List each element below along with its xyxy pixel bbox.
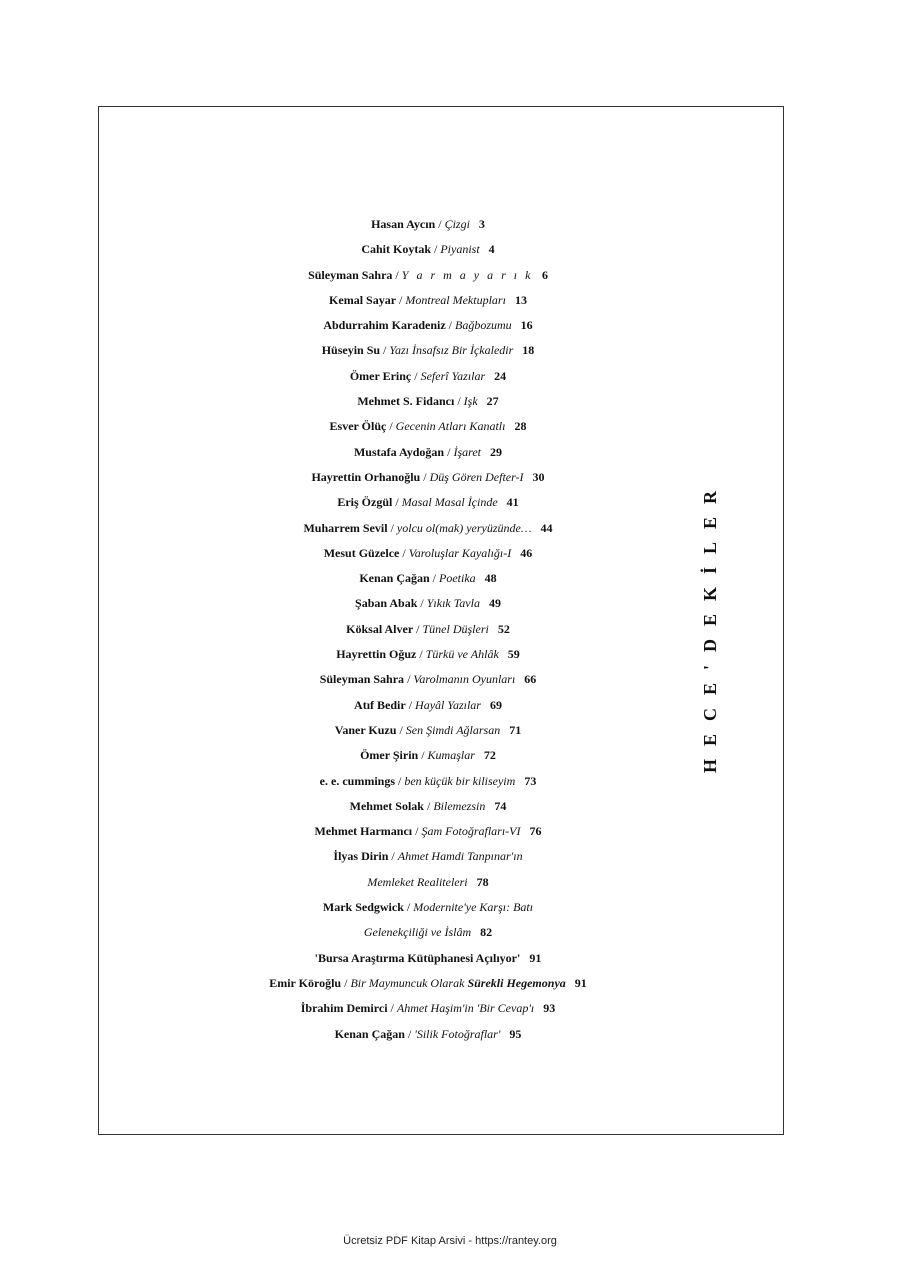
entry-separator: / xyxy=(417,596,427,611)
entry-title: 'Silik Fotoğraflar' xyxy=(414,1026,501,1041)
entry-title: Düş Gören Defter-I xyxy=(429,469,524,484)
entry-author: Ömer Şirin xyxy=(360,748,419,763)
toc-entry xyxy=(0,794,856,819)
entry-title: Seferî Yazılar xyxy=(420,368,486,383)
entry-separator: / xyxy=(386,419,396,434)
entry-author: e. e. cummings xyxy=(319,773,395,788)
entry-title: Işk xyxy=(463,394,478,409)
entry-separator: / xyxy=(392,495,402,510)
entry-author: Hüseyin Su xyxy=(321,343,381,358)
entry-title: Montreal Mektupları xyxy=(405,292,506,307)
entry-title: Modernite'ye Karşı: Batı xyxy=(413,900,534,915)
entry-separator: / xyxy=(341,975,351,990)
entry-author: Cahit Koytak xyxy=(361,242,431,257)
entry-title: Hayâl Yazılar xyxy=(415,697,481,712)
toc-entry xyxy=(0,414,856,439)
toc-entry xyxy=(0,566,856,591)
entry-separator: / xyxy=(445,318,455,333)
entry-author: Kenan Çağan xyxy=(359,571,430,586)
entry-separator: / xyxy=(404,1026,415,1041)
entry-author: Mark Sedgwick xyxy=(322,900,404,915)
toc-entry xyxy=(0,920,856,945)
toc-entry xyxy=(0,971,856,996)
entry-title: Bağbozumu xyxy=(455,318,512,333)
toc-entry xyxy=(0,364,856,389)
entry-author: İbrahim Demirci xyxy=(300,1001,388,1016)
entry-page-number: 76 xyxy=(529,824,542,839)
entry-author: Esver Ölüç xyxy=(329,419,387,434)
toc-entry xyxy=(0,693,856,718)
entry-title: Ahmet Hamdi Tanpınar'ın xyxy=(397,849,523,864)
table-of-contents xyxy=(0,212,856,1047)
entry-title: Yıkık Tavla xyxy=(426,596,480,611)
entry-separator: / xyxy=(435,217,445,231)
entry-author: Süleyman Sahra xyxy=(308,267,393,282)
entry-title: Ahmet Haşim'in 'Bir Cevap'ı xyxy=(396,1001,535,1016)
entry-page-number: 4 xyxy=(488,242,495,257)
toc-entry xyxy=(0,389,856,414)
entry-title: Poetika xyxy=(439,571,476,586)
entry-separator: / xyxy=(412,824,422,839)
entry-title: ben küçük bir kiliseyim xyxy=(404,773,516,788)
toc-entry xyxy=(0,946,856,971)
entry-separator: / xyxy=(405,697,416,712)
entry-author: 'Bursa Araştırma Kütüphanesi Açılıyor' xyxy=(314,950,521,965)
entry-author: Hayrettin Oğuz xyxy=(336,647,417,662)
entry-title: Türkü ve Ahlâk xyxy=(425,647,499,662)
entry-separator: / xyxy=(387,520,397,535)
entry-title: Gecenin Atları Kanatlı xyxy=(395,419,506,434)
entry-author: Mehmet S. Fidancı xyxy=(357,394,455,409)
toc-entry xyxy=(0,313,856,338)
side-title xyxy=(696,460,726,790)
entry-separator: / xyxy=(395,773,405,788)
entry-page-number: 44 xyxy=(540,520,553,535)
entry-title-emphasis: Sürekli Hegemonya xyxy=(467,975,566,990)
entry-separator: / xyxy=(423,798,434,813)
entry-page-number: 48 xyxy=(484,571,497,586)
entry-page-number: 72 xyxy=(483,748,496,763)
entry-author: Atıf Bedir xyxy=(354,697,406,712)
toc-entry xyxy=(0,338,856,363)
entry-author: Abdurrahim Karadeniz xyxy=(323,318,446,333)
entry-page-number: 93 xyxy=(543,1001,556,1016)
entry-page-number: 71 xyxy=(509,722,522,737)
entry-author: Hayrettin Orhanoğlu xyxy=(311,469,421,484)
entry-page-number: 59 xyxy=(507,647,520,662)
entry-author: Mehmet Harmancı xyxy=(314,824,413,839)
entry-author: Mustafa Aydoğan xyxy=(353,444,445,459)
entry-page-number: 18 xyxy=(522,343,535,358)
toc-entry xyxy=(0,263,856,288)
entry-title: Bir Maymuncuk Olarak xyxy=(350,975,465,990)
toc-entry xyxy=(0,1022,856,1047)
toc-entry xyxy=(0,212,856,237)
entry-page-number: 13 xyxy=(514,292,527,307)
entry-separator: / xyxy=(399,545,409,560)
entry-page-number: 91 xyxy=(574,975,587,990)
entry-page-number: 16 xyxy=(520,318,533,333)
entry-title: Bilemezsin xyxy=(433,798,486,813)
entry-separator: / xyxy=(444,444,454,459)
entry-page-number: 27 xyxy=(486,394,499,409)
entry-page-number: 69 xyxy=(489,697,502,712)
entry-page-number: 73 xyxy=(524,773,537,788)
entry-title: Piyanist xyxy=(440,242,480,257)
toc-entry xyxy=(0,617,856,642)
toc-entry xyxy=(0,541,856,566)
entry-separator: / xyxy=(431,242,441,257)
entry-page-number: 95 xyxy=(509,1026,522,1041)
entry-author: Kenan Çağan xyxy=(334,1026,405,1041)
toc-entry xyxy=(0,870,856,895)
entry-page-number: 6 xyxy=(541,267,548,282)
toc-entry xyxy=(0,667,856,692)
entry-page-number: 52 xyxy=(497,621,510,636)
toc-entry xyxy=(0,769,856,794)
entry-page-number: 28 xyxy=(514,419,527,434)
entry-separator: / xyxy=(429,571,440,586)
toc-entry xyxy=(0,718,856,743)
entry-title: İşaret xyxy=(453,444,482,459)
entry-separator: / xyxy=(454,394,464,409)
entry-author: Mehmet Solak xyxy=(349,798,424,813)
entry-author: Kemal Sayar xyxy=(329,292,397,307)
toc-entry xyxy=(0,591,856,616)
toc-entry xyxy=(0,440,856,465)
entry-title: Tünel Düşleri xyxy=(422,621,489,636)
entry-title: Gelenekçiliği ve İslâm xyxy=(363,925,472,940)
entry-separator: / xyxy=(380,343,390,358)
entry-page-number: 24 xyxy=(494,368,507,383)
entry-title: Memleket Realiteleri xyxy=(367,874,468,889)
entry-separator: / xyxy=(396,292,406,307)
entry-title: Sen Şimdi Ağlarsan xyxy=(405,722,501,737)
toc-entry xyxy=(0,465,856,490)
toc-entry xyxy=(0,642,856,667)
toc-entry xyxy=(0,895,856,920)
entry-title: Çizgi xyxy=(444,217,470,231)
entry-author: Muharrem Sevil xyxy=(303,520,388,535)
entry-separator: / xyxy=(396,722,406,737)
entry-separator: / xyxy=(411,368,421,383)
entry-page-number: 3 xyxy=(478,217,485,231)
entry-separator: / xyxy=(420,469,430,484)
toc-entry xyxy=(0,288,856,313)
entry-title: Kumaşlar xyxy=(427,748,475,763)
entry-separator: / xyxy=(418,748,428,763)
entry-page-number: 49 xyxy=(488,596,501,611)
entry-separator: / xyxy=(413,621,423,636)
entry-page-number: 74 xyxy=(494,798,507,813)
entry-page-number: 46 xyxy=(520,545,533,560)
entry-author: Eriş Özgül xyxy=(337,495,393,510)
toc-entry xyxy=(0,237,856,262)
entry-separator: / xyxy=(403,900,414,915)
entry-author: Mesut Güzelce xyxy=(323,545,400,560)
footer: Ücretsiz PDF Kitap Arsivi - https://rantey.org xyxy=(343,1235,557,1247)
toc-entry xyxy=(0,490,856,515)
entry-page-number: 66 xyxy=(524,672,537,687)
entry-title: Masal Masal İçinde xyxy=(401,495,498,510)
entry-author: Vaner Kuzu xyxy=(334,722,397,737)
toc-entry xyxy=(0,819,856,844)
entry-title: Yazı İnsafsız Bir İçkaledir xyxy=(389,343,514,358)
entry-separator: / xyxy=(388,849,398,864)
entry-page-number: 91 xyxy=(529,950,542,965)
side-title-text: HECE'DEKİLER xyxy=(700,477,721,773)
toc-entry xyxy=(0,516,856,541)
entry-title: Y a r m a y a r ı k xyxy=(401,267,533,282)
entry-separator: / xyxy=(416,647,426,662)
entry-separator: / xyxy=(392,267,402,282)
entry-title: Şam Fotoğrafları-VI xyxy=(421,824,521,839)
entry-author: Süleyman Sahra xyxy=(319,672,405,687)
entry-title: yolcu ol(mak) yeryüzünde… xyxy=(396,520,532,535)
entry-title: Varoluşlar Kayalığı-I xyxy=(408,545,512,560)
entry-page-number: 78 xyxy=(476,874,489,889)
entry-page-number: 82 xyxy=(480,925,493,940)
entry-author: Şaban Abak xyxy=(355,596,418,611)
entry-author: Hasan Aycın xyxy=(371,217,436,231)
entry-title: Varolmanın Oyunları xyxy=(413,672,516,687)
entry-author: Emir Köroğlu xyxy=(269,975,342,990)
entry-separator: / xyxy=(387,1001,397,1016)
toc-entry xyxy=(0,743,856,768)
entry-page-number: 41 xyxy=(506,495,519,510)
entry-page-number: 30 xyxy=(532,469,545,484)
entry-page-number: 29 xyxy=(490,444,503,459)
toc-entry xyxy=(0,844,856,869)
entry-author: Ömer Erinç xyxy=(349,368,412,383)
toc-entry xyxy=(0,996,856,1021)
entry-author: Köksal Alver xyxy=(346,621,414,636)
entry-author: İlyas Dirin xyxy=(333,849,389,864)
entry-separator: / xyxy=(404,672,414,687)
